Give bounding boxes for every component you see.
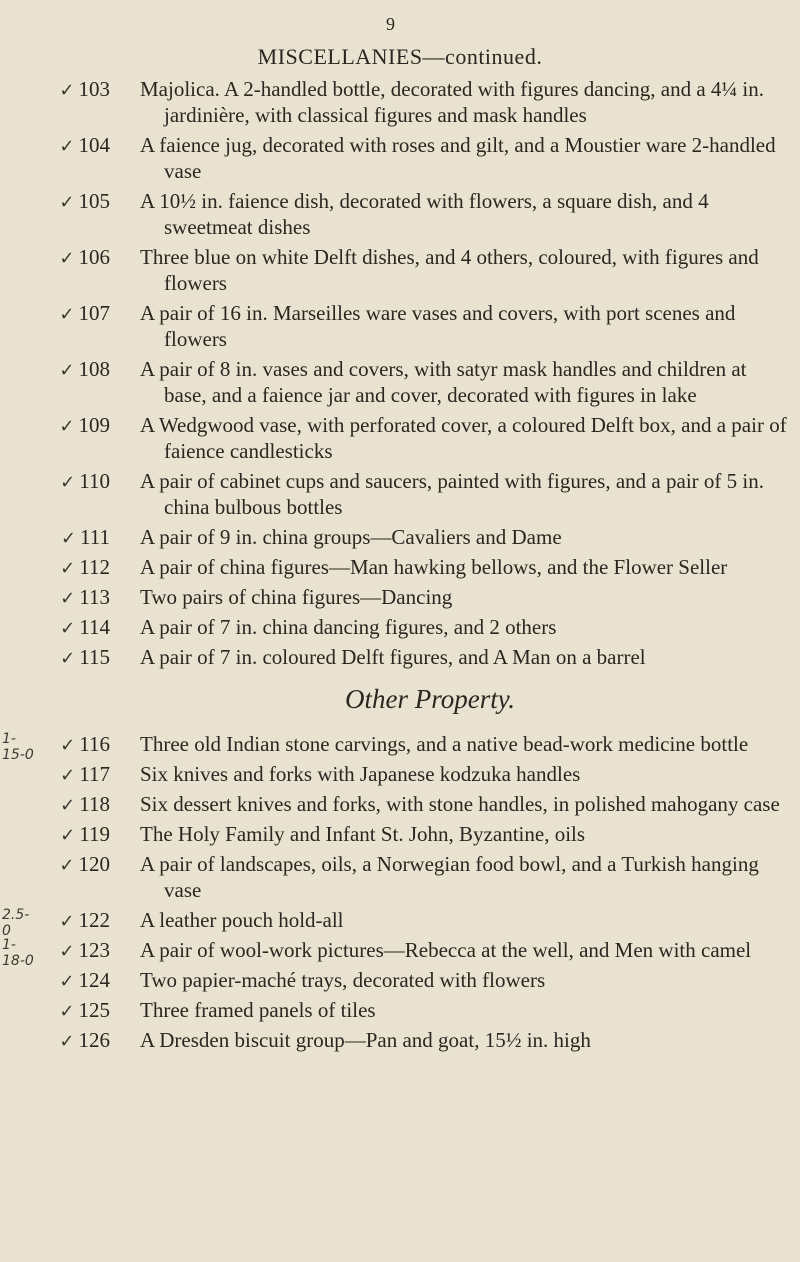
checkmark-icon: ✓ — [60, 648, 76, 669]
lot-number-text: 120 — [78, 852, 110, 876]
checkmark-icon: ✓ — [59, 192, 75, 213]
lot-description: A leather pouch hold-all — [140, 908, 344, 932]
checkmark-icon: ✓ — [59, 911, 75, 932]
lot-number-text: 110 — [79, 469, 110, 493]
lot-number — [36, 468, 110, 496]
lot-list — [0, 76, 800, 1057]
checkmark-icon: ✓ — [60, 795, 76, 816]
lot-description: Three old Indian stone carvings, and a native bead-work medicine bottle — [140, 732, 749, 756]
lot-number-text: 114 — [79, 615, 110, 639]
lot-entry — [0, 468, 800, 520]
lot-number-text: 108 — [78, 357, 110, 381]
lot-entry — [0, 821, 800, 847]
lot-description: A 10½ in. faience dish, decorated with flowers, a square dish, and 4 sweetmeat dishes — [140, 189, 709, 239]
lot-description: Majolica. A 2-handled bottle, decorated with figures dancing, and a 4¼ in. jardinière, with classical figures and mask handles — [140, 77, 764, 127]
lot-entry — [0, 356, 800, 408]
lot-description: Six dessert knives and forks, with stone handles, in polished mahogany case — [140, 792, 780, 816]
lot-entry — [0, 188, 800, 240]
lot-number-text: 111 — [80, 525, 110, 549]
checkmark-icon: ✓ — [59, 360, 75, 381]
checkmark-icon: ✓ — [59, 1031, 75, 1052]
lot-number — [36, 644, 110, 672]
lot-description: A pair of landscapes, oils, a Norwegian food bowl, and a Turkish hanging vase — [140, 852, 759, 902]
lot-description: Two papier-maché trays, decorated with flowers — [140, 968, 546, 992]
lot-description: A pair of cabinet cups and saucers, painted with figures, and a pair of 5 in. china bulbous bottles — [140, 469, 764, 519]
checkmark-icon: ✓ — [60, 472, 76, 493]
lot-description: A pair of 16 in. Marseilles ware vases and covers, with port scenes and flowers — [140, 301, 736, 351]
lot-number — [36, 761, 110, 789]
lot-entry — [0, 584, 800, 610]
lot-number — [36, 907, 110, 935]
lot-number — [36, 554, 110, 582]
checkmark-icon: ✓ — [59, 80, 75, 101]
checkmark-icon: ✓ — [59, 855, 75, 876]
checkmark-icon: ✓ — [60, 825, 76, 846]
lot-number — [36, 132, 110, 160]
lot-number-text: 113 — [79, 585, 110, 609]
lot-description: A pair of 8 in. vases and covers, with satyr mask handles and children at base, and a faience jar and cover, decorated with figures in lake — [140, 357, 747, 407]
lot-entry — [0, 1027, 800, 1053]
lot-number — [36, 244, 110, 272]
lot-number-text: 112 — [79, 555, 110, 579]
margin-note: 2.5-0 — [2, 907, 30, 939]
lot-entry — [0, 76, 800, 128]
lot-number — [36, 524, 110, 552]
lot-description: Three blue on white Delft dishes, and 4 others, coloured, with figures and flowers — [140, 245, 759, 295]
lot-description: Six knives and forks with Japanese kodzuka handles — [140, 762, 581, 786]
lot-number-text: 106 — [78, 245, 110, 269]
lot-number-text: 109 — [78, 413, 110, 437]
lot-number — [36, 300, 110, 328]
lot-number-text: 123 — [78, 938, 110, 962]
lot-entry — [0, 644, 800, 670]
lot-number — [36, 967, 110, 995]
lot-entry — [0, 244, 800, 296]
lot-entry — [0, 967, 800, 993]
checkmark-icon: ✓ — [59, 136, 75, 157]
lot-number-text: 117 — [79, 762, 110, 786]
lot-number — [36, 1027, 110, 1055]
checkmark-icon: ✓ — [60, 618, 76, 639]
lot-entry — [0, 524, 800, 550]
lot-description: Two pairs of china figures—Dancing — [140, 585, 453, 609]
lot-description: A Wedgwood vase, with perforated cover, a coloured Delft box, and a pair of faience candlesticks — [140, 413, 787, 463]
lot-description: A faience jug, decorated with roses and gilt, and a Moustier ware 2-handled vase — [140, 133, 776, 183]
page-header: MISCELLANIES—continued. — [257, 44, 543, 69]
section-title: Other Property. — [345, 684, 515, 714]
lot-entry — [0, 791, 800, 817]
margin-note: 1-15-0 — [2, 731, 34, 763]
lot-number-text: 104 — [78, 133, 110, 157]
checkmark-icon: ✓ — [59, 304, 75, 325]
lot-number-text: 115 — [79, 645, 110, 669]
checkmark-icon: ✓ — [60, 558, 76, 579]
lot-entry — [0, 412, 800, 464]
lot-number-text: 105 — [78, 189, 110, 213]
lot-entry — [0, 997, 800, 1023]
checkmark-icon: ✓ — [59, 941, 75, 962]
lot-description: A pair of wool-work pictures—Rebecca at the well, and Men with camel — [140, 938, 752, 962]
lot-number — [36, 614, 110, 642]
lot-number-text: 103 — [78, 77, 110, 101]
lot-description: A pair of 7 in. coloured Delft figures, and A Man on a barrel — [140, 645, 646, 669]
lot-number-text: 124 — [78, 968, 110, 992]
lot-number — [36, 821, 110, 849]
lot-description: A pair of 9 in. china groups—Cavaliers and Dame — [140, 525, 562, 549]
lot-number — [36, 76, 110, 104]
lot-number — [36, 731, 110, 759]
lot-entry — [0, 937, 800, 969]
lot-number — [36, 188, 110, 216]
lot-number-text: 107 — [78, 301, 110, 325]
lot-description: Three framed panels of tiles — [140, 998, 376, 1022]
checkmark-icon: ✓ — [60, 735, 76, 756]
lot-number-text: 125 — [78, 998, 110, 1022]
margin-note: 1-18-0 — [2, 937, 34, 969]
lot-entry — [0, 300, 800, 352]
page-number: 9 — [386, 14, 395, 34]
lot-entry — [0, 851, 800, 903]
checkmark-icon: ✓ — [59, 1001, 75, 1022]
lot-description: A Dresden biscuit group—Pan and goat, 15½ in. high — [140, 1028, 591, 1052]
lot-number — [36, 851, 110, 879]
lot-number-text: 116 — [79, 732, 110, 756]
lot-entry — [0, 614, 800, 640]
lot-number — [36, 791, 110, 819]
lot-entry — [0, 554, 800, 580]
checkmark-icon: ✓ — [59, 971, 75, 992]
lot-number — [36, 997, 110, 1025]
lot-number — [36, 937, 110, 965]
lot-number — [36, 412, 110, 440]
lot-number-text: 118 — [79, 792, 110, 816]
checkmark-icon: ✓ — [60, 765, 76, 786]
lot-entry — [0, 132, 800, 184]
checkmark-icon: ✓ — [59, 416, 75, 437]
lot-number — [36, 584, 110, 612]
lot-description: A pair of china figures—Man hawking bellows, and the Flower Seller — [140, 555, 728, 579]
checkmark-icon: ✓ — [60, 588, 76, 609]
lot-number — [36, 356, 110, 384]
lot-description: A pair of 7 in. china dancing figures, and 2 others — [140, 615, 557, 639]
lot-entry — [0, 731, 800, 763]
lot-entry — [0, 761, 800, 787]
lot-description: The Holy Family and Infant St. John, Byzantine, oils — [140, 822, 586, 846]
lot-entry — [0, 907, 800, 939]
lot-number-text: 126 — [78, 1028, 110, 1052]
lot-number-text: 119 — [79, 822, 110, 846]
checkmark-icon: ✓ — [60, 528, 77, 549]
lot-number-text: 122 — [78, 908, 110, 932]
checkmark-icon: ✓ — [59, 248, 75, 269]
